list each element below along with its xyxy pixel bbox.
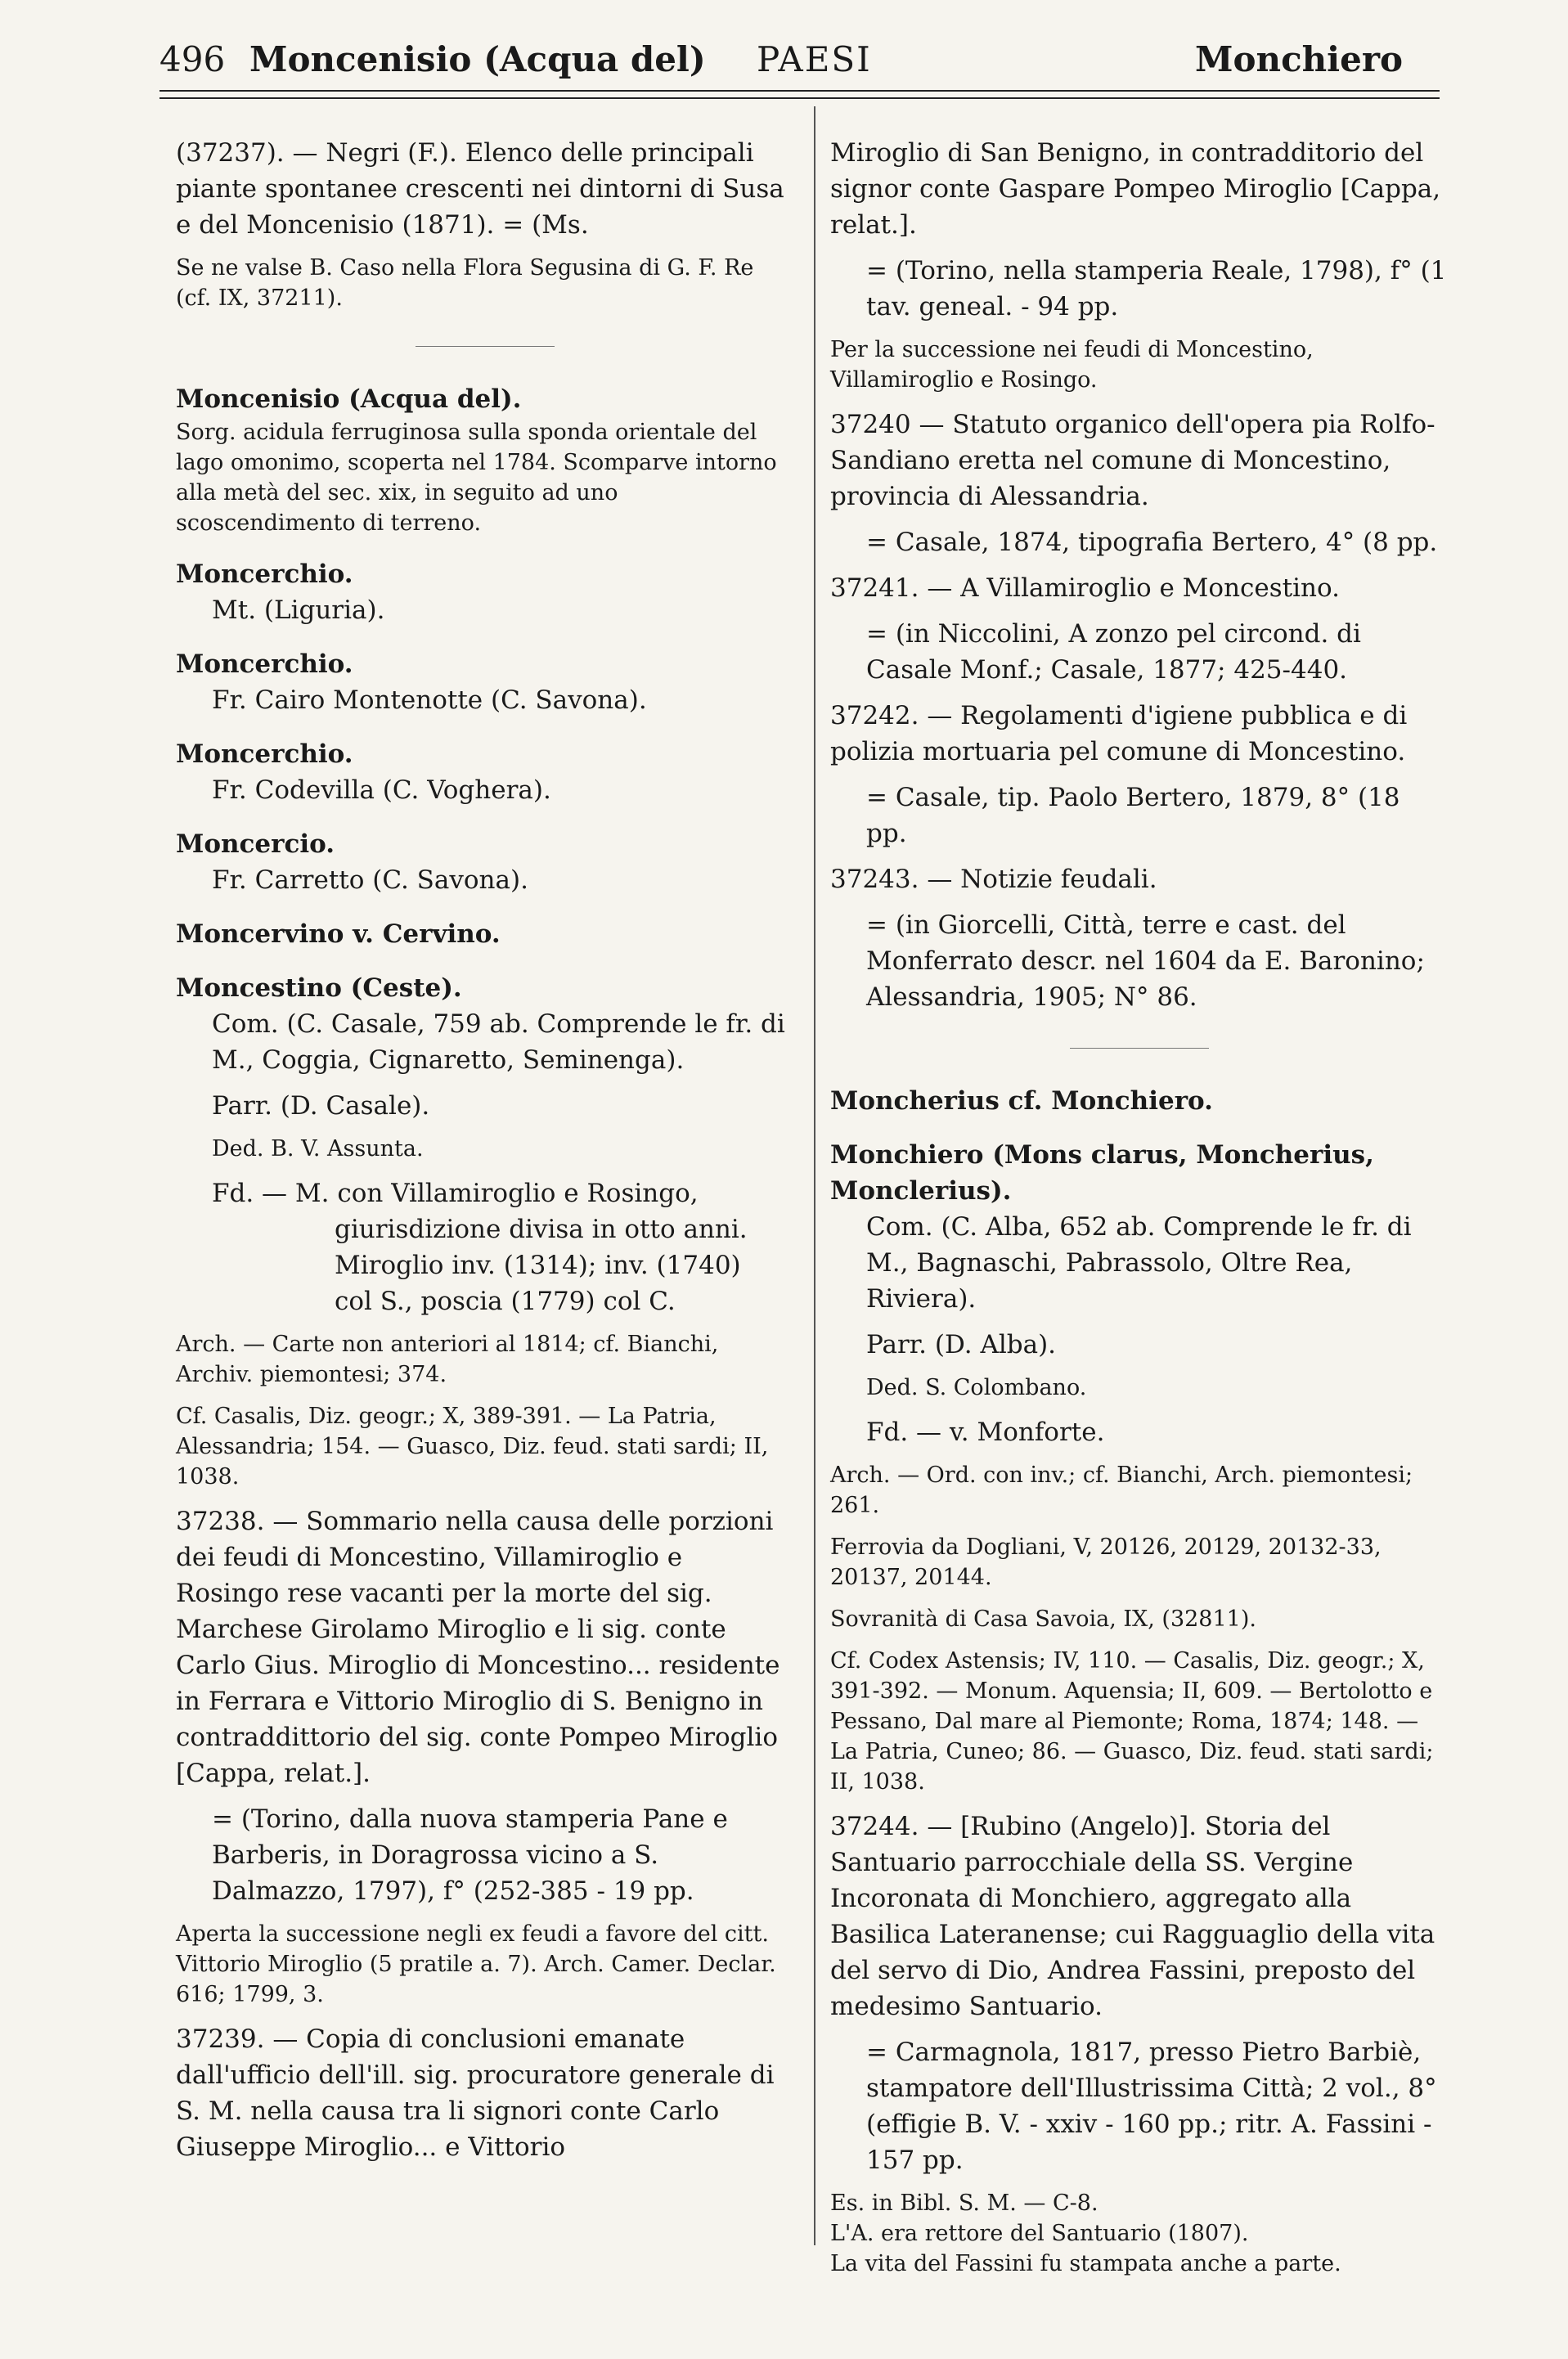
heading-moncervino: Moncervino v. Cervino.: [176, 919, 501, 949]
page-number: 496: [159, 39, 226, 79]
continued-entry-pub: = (Torino, nella stamperia Reale, 1798), f° (1 tav. geneal. - 94 pp.: [866, 256, 1447, 321]
column-divider: [814, 106, 815, 2245]
heading-moncercio: Moncercio.: [176, 829, 335, 859]
separator-rule-right: [1070, 1048, 1209, 1049]
entry-37241: 37241. — A Villamiroglio e Moncestino.: [830, 573, 1340, 603]
entry-37237: (37237). — Negri (F.). Elenco delle principali piante spontanee crescenti nei dintorni di Susa e del Moncenisio (1871). = (Ms.: [176, 138, 784, 240]
entry-37242: 37242. — Regolamenti d'igiene pubblica e di polizia mortuaria pel comune di Moncestino.: [830, 701, 1408, 766]
entry-37238-note: Aperta la successione negli ex feudi a favore del citt. Vittorio Miroglio (5 pratile a. 7). Arch. Camer. Declar. 616; 1799, 3.: [176, 1921, 776, 2007]
entry-37240: 37240 — Statuto organico dell'opera pia Rolfo-Sandiano eretta nel comune di Moncestino, provincia di Alessandria.: [830, 410, 1435, 511]
heading-moncerchio-1: Moncerchio.: [176, 559, 353, 589]
entry-37242-pub: = Casale, tip. Paolo Bertero, 1879, 8° (18 pp.: [866, 783, 1400, 848]
entry-37243: 37243. — Notizie feudali.: [830, 865, 1157, 894]
moncestino-parr: Parr. (D. Casale).: [212, 1091, 430, 1121]
running-header: [159, 31, 1403, 88]
header-title: Moncenisio (Acqua del): [249, 39, 706, 79]
moncercio-text: Fr. Carretto (C. Savona).: [212, 865, 528, 895]
entry-37243-pub: = (in Giorcelli, Città, terre e cast. del Monferrato descr. nel 1604 da E. Baronino; Alessandria, 1905; N° 86.: [866, 910, 1425, 1012]
monchiero-ded: Ded. S. Colombano.: [866, 1375, 1087, 1400]
acqua-text: Sorg. acidula ferruginosa sulla sponda orientale del lago omonimo, scoperta nel 1784. Scomparve intorno alla metà del sec. xix, in seguito ad uno scoscendimento di terreno.: [176, 420, 777, 536]
continued-entry-note: Per la successione nei feudi di Moncestino, Villamiroglio e Rosingo.: [830, 337, 1314, 393]
right-column: [830, 135, 1448, 2290]
monchiero-ferrovia: Ferrovia da Dogliani, V, 20126, 20129, 20132-33, 20137, 20144.: [830, 1534, 1382, 1590]
moncerchio-2-text: Fr. Cairo Montenotte (C. Savona).: [212, 685, 647, 715]
heading-acqua: Moncenisio (Acqua del).: [176, 384, 522, 414]
moncerchio-3-text: Fr. Codevilla (C. Voghera).: [212, 775, 551, 805]
heading-moncherius: Moncherius cf. Monchiero.: [830, 1086, 1213, 1116]
heading-monchiero: Monchiero (Mons clarus, Moncherius, Monclerius).: [830, 1140, 1374, 1206]
monchiero-sovranita: Sovranità di Casa Savoia, IX, (32811).: [830, 1606, 1256, 1632]
heading-moncestino: Moncestino (Ceste).: [176, 973, 462, 1003]
entry-37244-pub: = Carmagnola, 1817, presso Pietro Barbiè, stampatore dell'Illustrissima Città; 2 vol., 8° (effigie B. V. - xxiv - 160 pp.; ritr. A. Fassini - 157 pp.: [866, 2038, 1437, 2175]
header-right-title: Monchiero: [1195, 39, 1403, 79]
left-column: [176, 135, 793, 2175]
moncerchio-1-text: Mt. (Liguria).: [212, 595, 385, 625]
header-rule: [159, 90, 1440, 99]
heading-moncerchio-2: Moncerchio.: [176, 649, 353, 679]
entry-37238-pub: = (Torino, dalla nuova stamperia Pane e Barberis, in Doragrossa vicino a S. Dalmazzo, 1797), f° (252-385 - 19 pp.: [212, 1804, 728, 1906]
moncestino-ded: Ded. B. V. Assunta.: [212, 1136, 424, 1162]
moncestino-com: Com. (C. Casale, 759 ab. Comprende le fr. di M., Coggia, Cignaretto, Seminenga).: [212, 1009, 785, 1075]
moncestino-arch: Arch. — Carte non anteriori al 1814; cf. Bianchi, Archiv. piemontesi; 374.: [176, 1332, 719, 1387]
entry-note: Se ne valse B. Caso nella Flora Segusina di G. F. Re (cf. IX, 37211).: [176, 255, 754, 311]
monchiero-fd: Fd. — v. Monforte.: [866, 1418, 1105, 1447]
moncestino-cf: Cf. Casalis, Diz. geogr.; X, 389-391. — La Patria, Alessandria; 154. — Guasco, Diz. feud. stati sardi; II, 1038.: [176, 1404, 769, 1490]
moncestino-fd: Fd. — M. con Villamiroglio e Rosingo, giurisdizione divisa in otto anni. Miroglio inv. (1314); inv. (1740) col S., poscia (1779) col C.: [212, 1179, 748, 1316]
entry-37244: 37244. — [Rubino (Angelo)]. Storia del Santuario parrocchiale della SS. Vergine Incoronata di Monchiero, aggregato alla Basilica Lateranense; cui Ragguaglio della vita del servo di Dio, Andrea Fassini, preposto del medesimo Santuario.: [830, 1812, 1435, 2021]
header-section: PAESI: [757, 39, 872, 79]
entry-37244-notes: Es. in Bibl. S. M. — C-8. L'A. era rettore del Santuario (1807). La vita del Fassini fu stampata anche a parte.: [830, 2190, 1341, 2276]
monchiero-arch: Arch. — Ord. con inv.; cf. Bianchi, Arch. piemontesi; 261.: [830, 1463, 1413, 1518]
entry-37238: 37238. — Sommario nella causa delle porzioni dei feudi di Moncestino, Villamiroglio e Rosingo rese vacanti per la morte del sig. Marchese Girolamo Miroglio e li sig. conte Carlo Gius. Miroglio di Moncestino... residente in Ferrara e Vittorio Miroglio di S. Benigno in contraddittorio del sig. conte Pompeo Miroglio [Cappa, relat.].: [176, 1507, 780, 1788]
monchiero-cf: Cf. Codex Astensis; IV, 110. — Casalis, Diz. geogr.; X, 391-392. — Monum. Aquensia; II, 609. — Bertolotto e Pessano, Dal mare al Piemonte; Roma, 1874; 148. — La Patria, Cuneo; 86. — Guasco, Diz. feud. stati sardi; II, 1038.: [830, 1648, 1434, 1795]
separator-rule: [416, 346, 555, 347]
monchiero-parr: Parr. (D. Alba).: [866, 1330, 1057, 1359]
entry-37239: 37239. — Copia di conclusioni emanate dall'ufficio dell'ill. sig. procuratore generale di S. M. nella causa tra li signori conte Carlo Giuseppe Miroglio... e Vittorio: [176, 2024, 775, 2162]
entry-37240-pub: = Casale, 1874, tipografia Bertero, 4° (8 pp.: [866, 528, 1438, 557]
heading-moncerchio-3: Moncerchio.: [176, 739, 353, 769]
entry-37241-pub: = (in Niccolini, A zonzo pel circond. di Casale Monf.; Casale, 1877; 425-440.: [866, 619, 1361, 685]
continued-entry: Miroglio di San Benigno, in contradditorio del signor conte Gaspare Pompeo Miroglio [Cappa, relat.].: [830, 138, 1441, 240]
monchiero-com: Com. (C. Alba, 652 ab. Comprende le fr. di M., Bagnaschi, Pabrassolo, Oltre Rea, Riviera).: [866, 1212, 1412, 1314]
